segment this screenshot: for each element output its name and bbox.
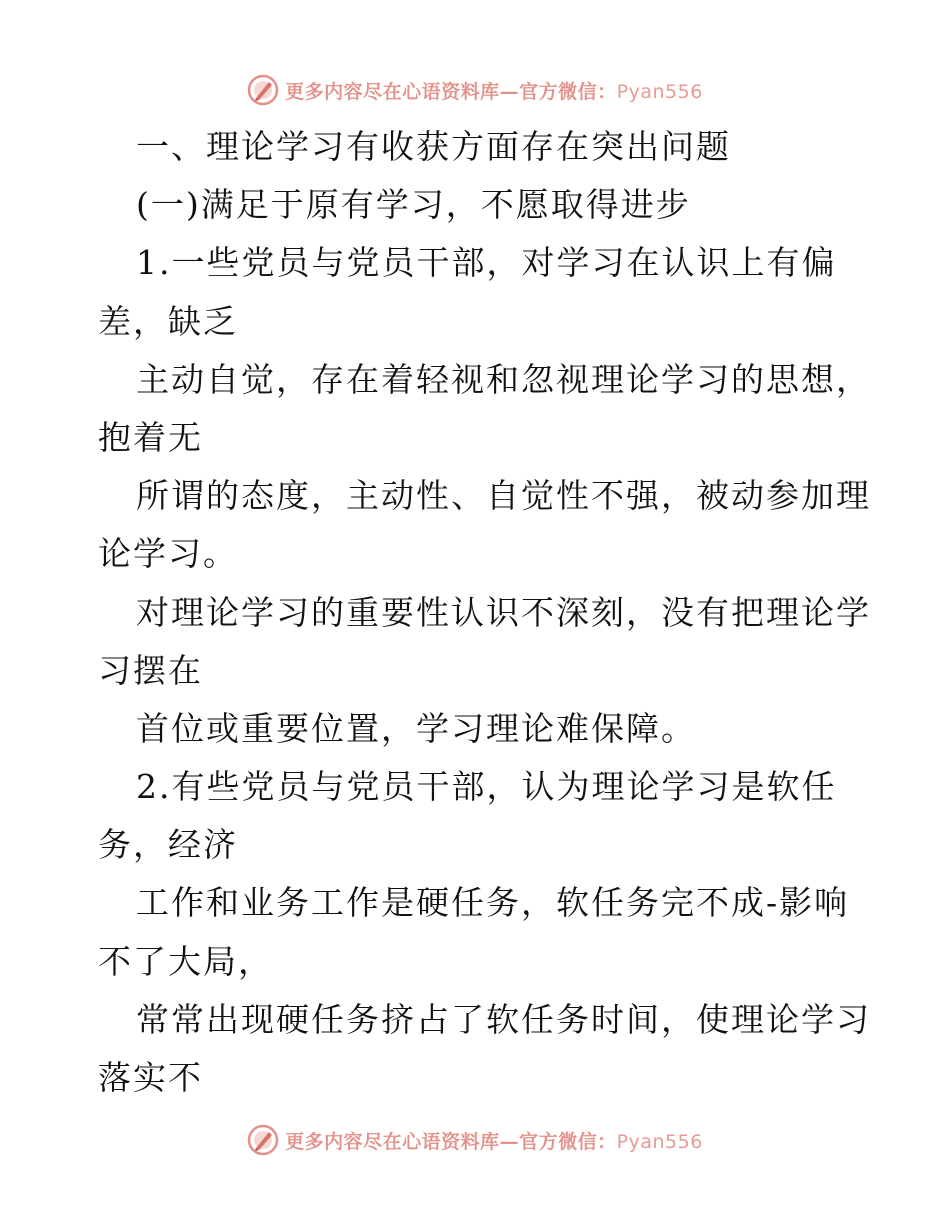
pen-logo-icon bbox=[247, 1124, 279, 1156]
watermark-text bbox=[285, 77, 703, 104]
watermark-wechat-id: Pyan556 bbox=[616, 1130, 703, 1153]
watermark-label: 更多内容尽在心语资料库—官方微信： bbox=[285, 1130, 617, 1153]
document-body bbox=[98, 118, 871, 1107]
text-line: 首位或重要位置，学习理论难保障。 bbox=[136, 708, 696, 748]
text-line: 2.有些党员与党员干部，认为理论学习是软任 bbox=[136, 767, 837, 807]
header-watermark bbox=[0, 70, 950, 110]
pen-logo-icon bbox=[247, 74, 279, 106]
watermark-label: 更多内容尽在心语资料库—官方微信： bbox=[285, 80, 617, 103]
watermark-wechat-id: Pyan556 bbox=[616, 80, 703, 103]
text-line: 不了大局， bbox=[98, 941, 273, 981]
text-line: 落实不 bbox=[98, 1058, 203, 1097]
text-line: 抱着无 bbox=[98, 417, 203, 457]
text-line: 对理论学习的重要性认识不深刻，没有把理论学 bbox=[136, 592, 871, 632]
text-line: 1.一些党员与党员干部，对学习在认识上有偏 bbox=[136, 243, 837, 283]
watermark-text bbox=[285, 1127, 703, 1154]
text-line: (一)满足于原有学习，不愿取得进步 bbox=[136, 185, 691, 225]
text-line: 习摆在 bbox=[98, 650, 203, 690]
text-line: 工作和业务工作是硬任务，软任务完不成-影响 bbox=[136, 883, 850, 923]
footer-watermark bbox=[0, 1120, 950, 1160]
text-line: 务，经济 bbox=[98, 825, 238, 865]
text-line: 差，缺乏 bbox=[98, 301, 238, 341]
text-line: 所谓的态度，主动性、自觉性不强，被动参加理 bbox=[136, 476, 871, 516]
text-line: 一、理论学习有收获方面存在突出问题 bbox=[136, 127, 731, 166]
text-line: 常常出现硬任务挤占了软任务时间，使理论学习 bbox=[136, 999, 871, 1039]
text-line: 论学习。 bbox=[98, 534, 238, 574]
text-line: 主动自觉，存在着轻视和忽视理论学习的思想， bbox=[136, 359, 871, 399]
